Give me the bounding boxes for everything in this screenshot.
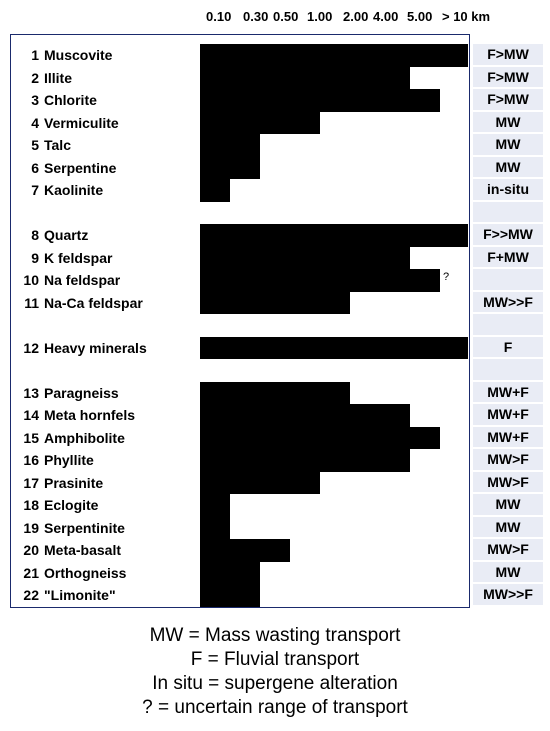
mineral-label — [11, 295, 143, 311]
mineral-name: "Limonite" — [44, 587, 116, 603]
transport-range-bar — [200, 157, 260, 180]
mineral-label — [11, 115, 119, 131]
x-tick-label: 0.10 — [206, 9, 232, 24]
legend-mw: MW = Mass wasting transport — [149, 625, 401, 646]
mineral-number: 15 — [23, 429, 39, 446]
mineral-label — [11, 137, 71, 153]
transport-range-bar — [200, 539, 290, 562]
transport-mode-cell: MW — [473, 494, 543, 515]
mineral-label — [11, 70, 72, 86]
mineral-label — [11, 182, 103, 198]
mineral-label — [11, 47, 112, 63]
transport-range-bar — [200, 44, 468, 67]
transport-mode-cell: F>MW — [473, 67, 543, 88]
transport-mode-cell: MW+F — [473, 382, 543, 403]
transport-range-bar — [200, 224, 468, 247]
mineral-name: Heavy minerals — [44, 339, 147, 356]
mineral-label — [11, 160, 116, 176]
x-tick-label: 4.00 — [373, 9, 399, 24]
transport-range-bar — [200, 269, 440, 292]
transport-range-bar — [200, 337, 468, 360]
mineral-label — [11, 407, 135, 423]
transport-range-bar — [200, 67, 410, 90]
mineral-number: 13 — [23, 384, 39, 401]
mineral-number: 10 — [23, 272, 39, 288]
mineral-label — [11, 272, 120, 288]
mineral-name: Na feldspar — [44, 272, 121, 288]
mineral-label — [11, 452, 94, 468]
transport-range-bar — [200, 472, 320, 495]
transport-range-bar — [200, 404, 410, 427]
x-tick-label: 2.00 — [343, 9, 369, 24]
mineral-number: 18 — [23, 497, 39, 513]
mineral-number: 3 — [31, 92, 39, 108]
transport-mode-cell: F+MW — [473, 247, 543, 268]
legend-uncertain: ? = uncertain range of transport — [142, 697, 408, 718]
mineral-name: Muscovite — [44, 47, 113, 63]
mineral-label — [11, 587, 116, 603]
chart-frame — [10, 34, 470, 608]
mineral-label — [11, 542, 121, 558]
mineral-number: 6 — [31, 159, 39, 176]
transport-range-bar — [200, 517, 230, 540]
mineral-name: Chlorite — [44, 92, 97, 108]
mineral-name: Vermiculite — [44, 114, 119, 131]
transport-mode-cell: MW>F — [473, 449, 543, 470]
transport-range-bar — [200, 89, 440, 112]
transport-mode-cell: MW — [473, 112, 543, 133]
mineral-number: 14 — [23, 407, 39, 423]
mineral-number: 9 — [31, 249, 39, 266]
mineral-name: Kaolinite — [44, 182, 104, 198]
x-tick-label: 0.50 — [273, 9, 299, 24]
mineral-name: Meta-basalt — [44, 542, 122, 558]
mineral-number: 17 — [23, 474, 39, 491]
mineral-number: 21 — [23, 564, 39, 581]
uncertain-marker: ? — [443, 271, 450, 283]
mineral-number: 16 — [23, 452, 39, 468]
mineral-number: 4 — [31, 114, 39, 131]
transport-mode-cell: MW>>F — [473, 584, 543, 605]
transport-mode-cell: F>MW — [473, 89, 543, 110]
transport-mode-cell: MW — [473, 562, 543, 583]
transport-range-bar — [200, 584, 260, 607]
x-tick-label: > 10 km — [442, 9, 491, 24]
transport-mode-cell: F>>MW — [473, 224, 543, 245]
mineral-label — [11, 430, 125, 446]
mineral-label — [11, 92, 97, 108]
mineral-number: 5 — [31, 137, 39, 153]
transport-mode-cell: MW>>F — [473, 292, 543, 313]
mineral-name: Eclogite — [44, 497, 99, 513]
transport-mode-cell: MW+F — [473, 404, 543, 425]
mineral-number: 20 — [23, 542, 39, 558]
mineral-label — [11, 227, 88, 243]
mineral-name: Meta hornfels — [44, 407, 136, 423]
mineral-number: 12 — [23, 339, 39, 356]
mineral-name: Serpentine — [44, 159, 117, 176]
transport-mode-cell: F — [473, 337, 543, 358]
legend-in-situ: In situ = supergene alteration — [152, 673, 398, 694]
transport-mode-cell: MW>F — [473, 472, 543, 493]
mineral-name: Illite — [44, 69, 73, 86]
mineral-number: 7 — [31, 182, 39, 198]
mineral-name: Serpentinite — [44, 519, 125, 536]
transport-range-bar — [200, 179, 230, 202]
mineral-name: Prasinite — [44, 474, 104, 491]
x-tick-label: 0.30 — [243, 9, 269, 24]
transport-mode-cell: MW — [473, 517, 543, 538]
mineral-number: 22 — [23, 587, 39, 603]
transport-mode-cell: MW>F — [473, 539, 543, 560]
transport-range-bar — [200, 134, 260, 157]
transport-range-bar — [200, 562, 260, 585]
mineral-name: Quartz — [44, 227, 89, 243]
mineral-name: K feldspar — [44, 249, 113, 266]
mineral-label — [11, 475, 103, 491]
transport-range-bar — [200, 292, 350, 315]
transport-range-bar — [200, 247, 410, 270]
transport-mode-cell — [473, 269, 543, 290]
mineral-number: 19 — [23, 519, 39, 536]
transport-range-bar — [200, 427, 440, 450]
mineral-name: Phyllite — [44, 452, 94, 468]
transport-mode-spacer — [473, 359, 543, 380]
transport-mode-cell: F>MW — [473, 44, 543, 65]
transport-mode-cell: MW — [473, 157, 543, 178]
transport-range-bar — [200, 112, 320, 135]
transport-mode-cell: MW — [473, 134, 543, 155]
transport-range-bar — [200, 449, 410, 472]
x-tick-label: 1.00 — [307, 9, 333, 24]
x-axis-ticks — [0, 0, 550, 32]
mineral-name: Amphibolite — [44, 429, 125, 446]
mineral-number: 11 — [24, 294, 39, 311]
x-tick-label: 5.00 — [407, 9, 433, 24]
mineral-label — [11, 565, 126, 581]
legend — [0, 624, 550, 720]
transport-range-bar — [200, 382, 350, 405]
mineral-name: Talc — [44, 137, 71, 153]
transport-range-bar — [200, 494, 230, 517]
mineral-label — [11, 520, 125, 536]
mineral-label — [11, 250, 112, 266]
mineral-label — [11, 385, 119, 401]
transport-mode-spacer — [473, 314, 543, 335]
mineral-number: 2 — [31, 69, 39, 86]
legend-f: F = Fluvial transport — [190, 649, 360, 670]
mineral-label — [11, 497, 98, 513]
transport-mode-cell: MW+F — [473, 427, 543, 448]
transport-mode-cell: in-situ — [473, 179, 543, 200]
mineral-name: Paragneiss — [44, 384, 119, 401]
transport-mode-spacer — [473, 202, 543, 223]
mineral-name: Orthogneiss — [44, 564, 127, 581]
mineral-number: 1 — [31, 47, 39, 63]
mineral-name: Na-Ca feldspar — [44, 294, 143, 311]
mineral-number: 8 — [31, 227, 39, 243]
mineral-label — [11, 340, 147, 356]
